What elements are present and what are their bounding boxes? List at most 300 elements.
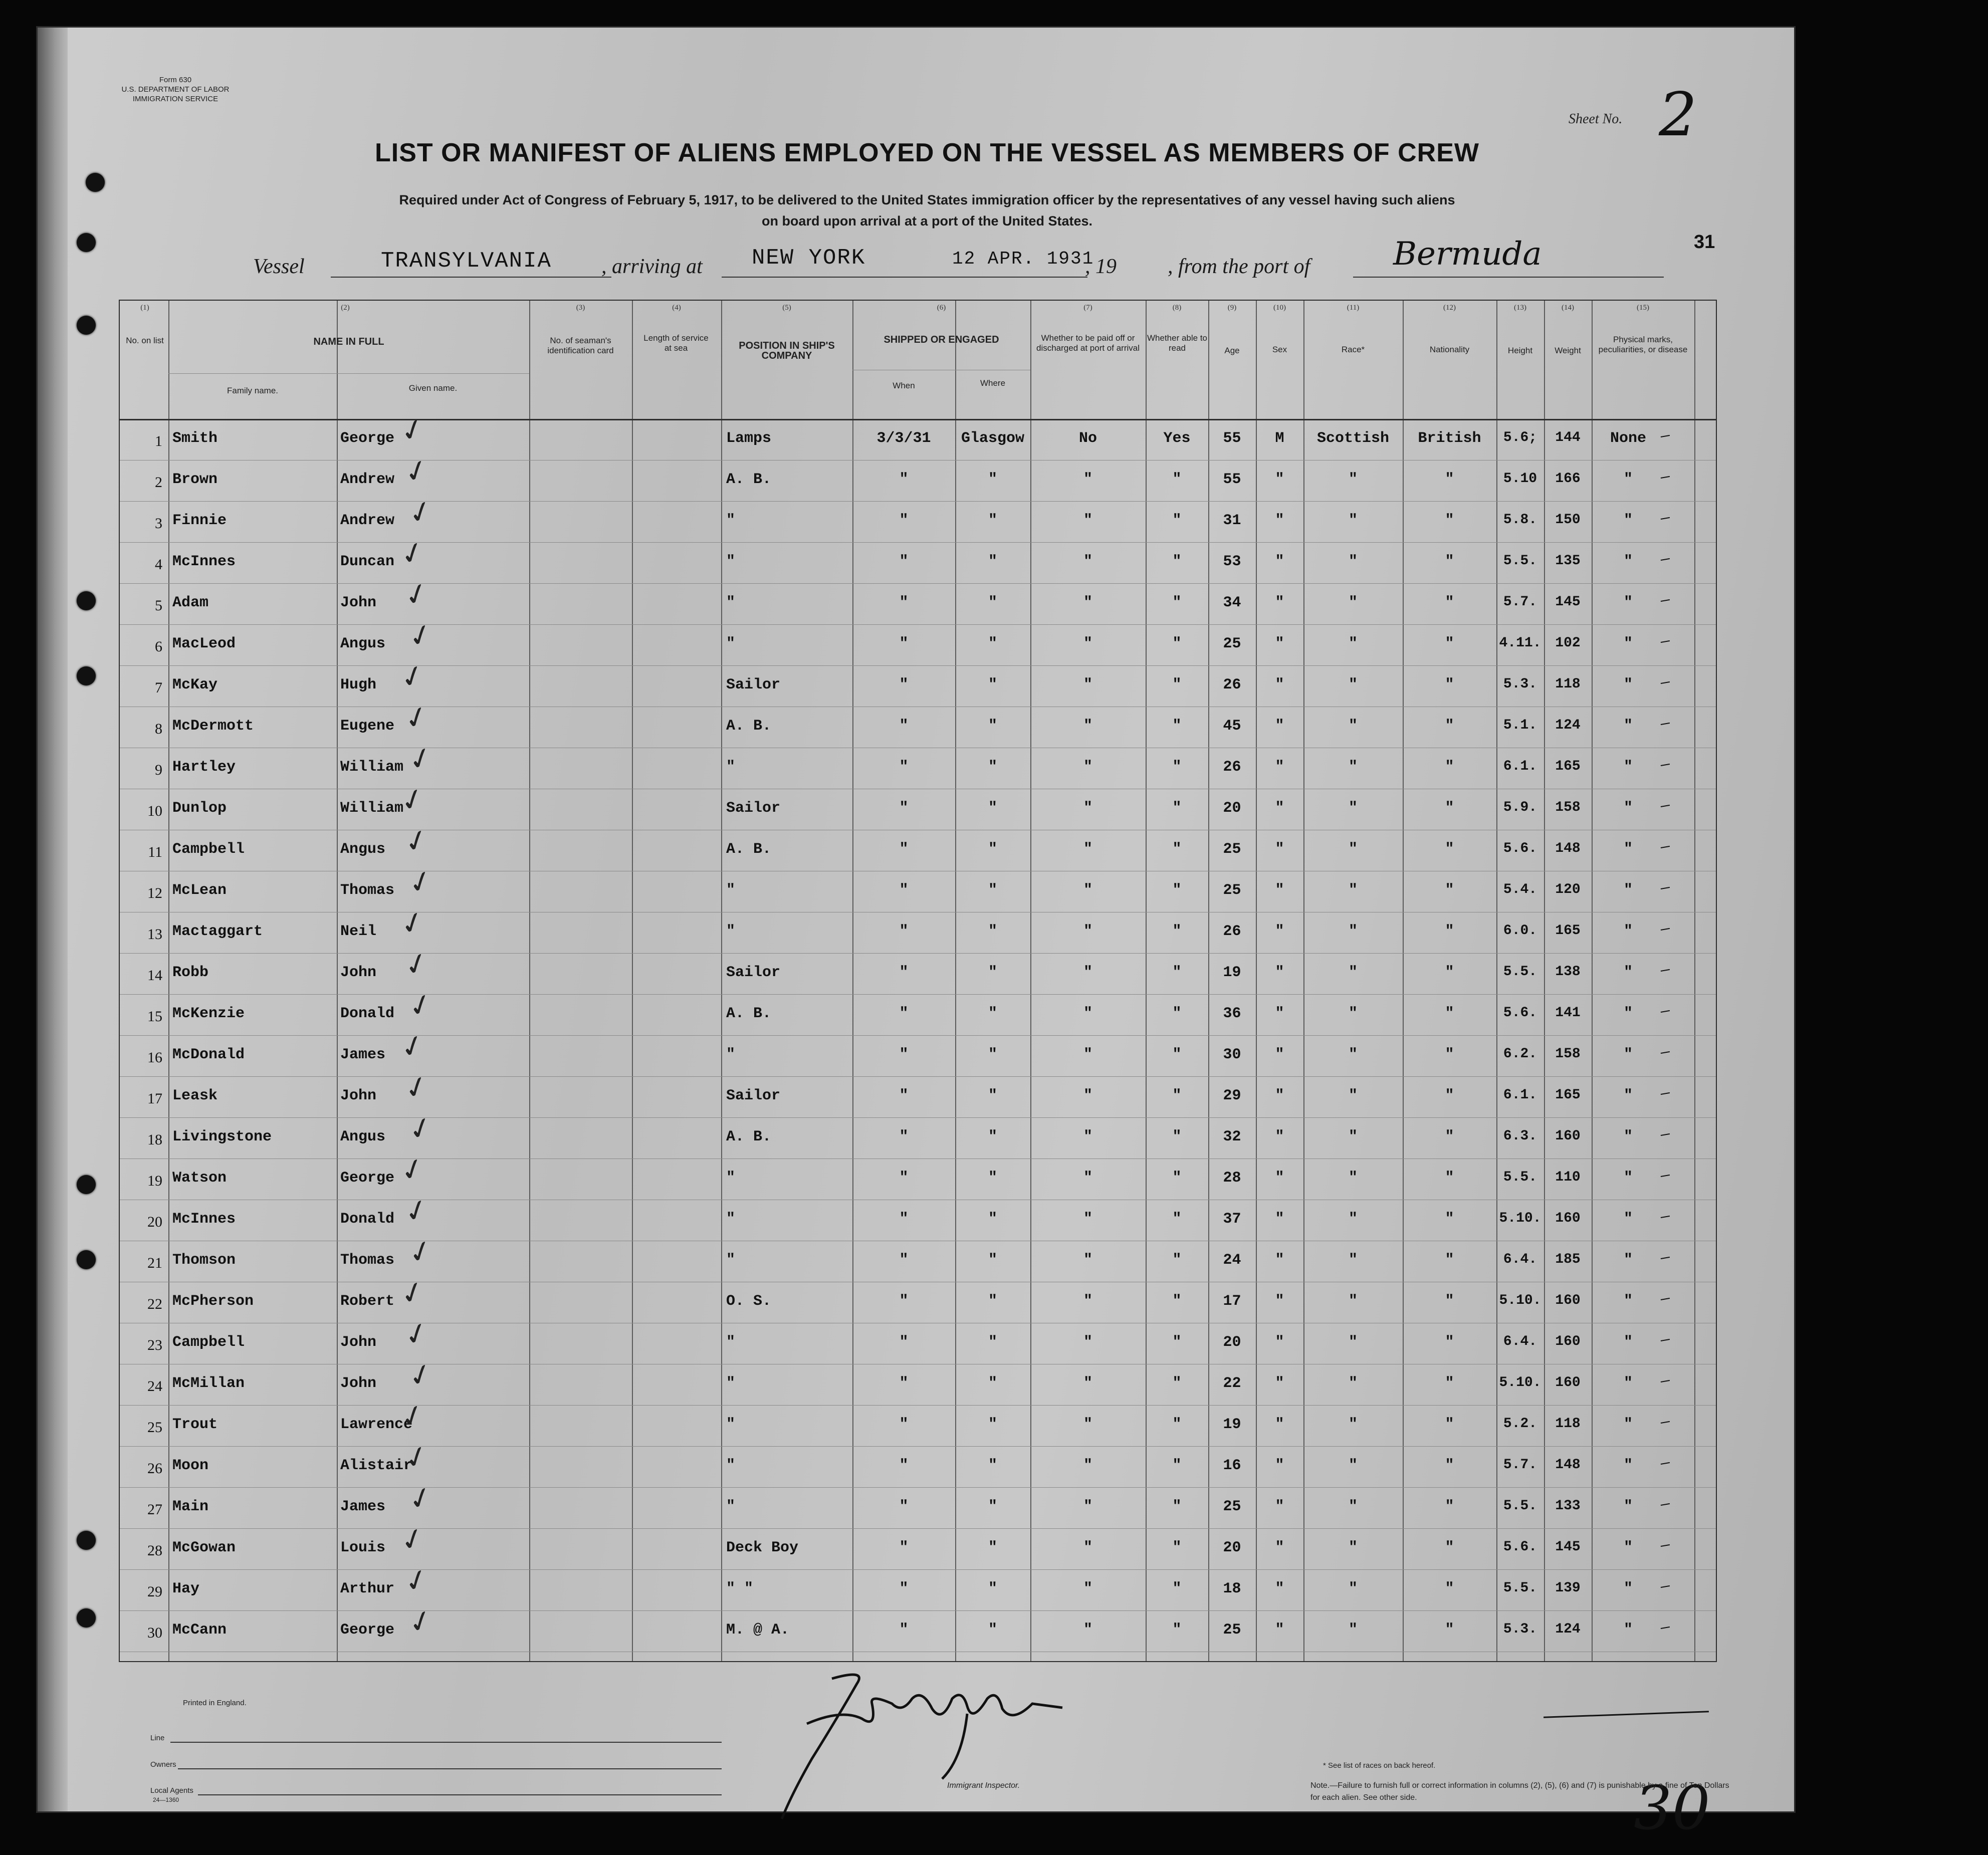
row-15-position: A. B. xyxy=(726,1005,772,1022)
row-15-paid: " xyxy=(1083,1005,1092,1022)
row-8-sex: " xyxy=(1275,718,1284,735)
row-15-age: 36 xyxy=(1223,1005,1241,1022)
row-13-sex: " xyxy=(1275,923,1284,940)
row-22-paid: " xyxy=(1083,1293,1092,1310)
physical-dash-mark: — xyxy=(1659,1167,1671,1186)
arriving-underline xyxy=(722,277,1087,278)
row-1-position: Lamps xyxy=(726,430,772,447)
row-10-paid: " xyxy=(1083,800,1092,817)
row-5-age: 34 xyxy=(1223,594,1241,611)
row-17-age: 29 xyxy=(1223,1087,1241,1104)
row-2-sex: " xyxy=(1275,471,1284,488)
owners-label: Owners xyxy=(150,1760,176,1769)
row-28-marks: " xyxy=(1623,1539,1633,1556)
physical-dash-mark: — xyxy=(1659,1372,1671,1391)
row-26-when: " xyxy=(899,1457,909,1474)
row-4-family: McInnes xyxy=(172,553,236,570)
row-30-marks: " xyxy=(1623,1621,1633,1639)
checkmark-icon: ✓ xyxy=(403,739,437,779)
row-30-when: " xyxy=(899,1621,909,1639)
inspector-signature xyxy=(752,1649,1113,1829)
row-25-position: " xyxy=(726,1416,736,1433)
row-24-no: 24 xyxy=(147,1378,162,1395)
row-27-marks: " xyxy=(1623,1498,1633,1515)
physical-dash-mark: — xyxy=(1659,1331,1671,1350)
row-6-marks: " xyxy=(1623,635,1633,652)
row-28-weight: 145 xyxy=(1555,1539,1581,1555)
row-25-weight: 118 xyxy=(1555,1416,1581,1432)
row-30-no: 30 xyxy=(147,1625,162,1641)
row-18-weight: 160 xyxy=(1555,1128,1581,1144)
row-17-no: 17 xyxy=(147,1090,162,1107)
row-13-height: 6.0. xyxy=(1503,923,1537,939)
vessel-label: Vessel xyxy=(253,255,305,278)
row-24-sex: " xyxy=(1275,1375,1284,1392)
checkmark-icon: ✓ xyxy=(399,1067,433,1107)
row-27-age: 25 xyxy=(1223,1498,1241,1515)
row-2-paid: " xyxy=(1083,471,1092,488)
row-30-race: " xyxy=(1348,1621,1358,1639)
row-24-marks: " xyxy=(1623,1375,1633,1392)
row-12-marks: " xyxy=(1623,882,1633,899)
row-20-given: Donald xyxy=(340,1211,395,1228)
row-30-given: George xyxy=(340,1621,395,1639)
row-20-paid: " xyxy=(1083,1211,1092,1228)
punch-hole xyxy=(86,173,105,192)
row-28-sex: " xyxy=(1275,1539,1284,1556)
row-4-nationality: " xyxy=(1445,553,1454,570)
row-17-weight: 165 xyxy=(1555,1087,1581,1103)
row-26-race: " xyxy=(1348,1457,1358,1474)
row-13-marks: " xyxy=(1623,923,1633,940)
row-7-age: 26 xyxy=(1223,676,1241,693)
row-8-family: McDermott xyxy=(172,718,254,735)
row-20-where: " xyxy=(988,1211,997,1228)
checkmark-icon: ✓ xyxy=(395,780,429,820)
checkmark-icon: ✓ xyxy=(399,821,433,861)
row-22-no: 22 xyxy=(147,1296,162,1312)
physical-dash-mark: — xyxy=(1659,468,1671,487)
manifest-table xyxy=(119,300,1717,1662)
row-19-where: " xyxy=(988,1170,997,1187)
row-28-family: McGowan xyxy=(172,1539,236,1556)
physical-dash-mark: — xyxy=(1659,1536,1671,1555)
row-27-nationality: " xyxy=(1445,1498,1454,1515)
col-num-3: (3) xyxy=(576,304,585,312)
row-25-nationality: " xyxy=(1445,1416,1454,1433)
row-7-paid: " xyxy=(1083,676,1092,693)
line-underline xyxy=(170,1742,722,1743)
row-20-no: 20 xyxy=(147,1214,162,1230)
row-16-marks: " xyxy=(1623,1046,1633,1063)
row-18-no: 18 xyxy=(147,1131,162,1148)
row-18-position: A. B. xyxy=(726,1128,772,1145)
row-11-race: " xyxy=(1348,841,1358,858)
row-20-sex: " xyxy=(1275,1211,1284,1228)
row-17-sex: " xyxy=(1275,1087,1284,1104)
row-15-read: " xyxy=(1172,1005,1182,1022)
row-2-height: 5.10 xyxy=(1503,471,1537,487)
row-23-paid: " xyxy=(1083,1334,1092,1351)
checkmark-icon: ✓ xyxy=(395,533,429,573)
page-number: 31 xyxy=(1694,231,1715,253)
year-label: , 19 xyxy=(1085,255,1117,278)
row-29-nationality: " xyxy=(1445,1580,1454,1597)
physical-dash-mark: — xyxy=(1659,838,1671,857)
row-5-where: " xyxy=(988,594,997,611)
row-10-when: " xyxy=(899,800,909,817)
header-able-read: Whether able to read xyxy=(1147,333,1208,353)
fine-note: Note.—Failure to furnish full or correct information in columns (2), (5), (6) and (7) is punishable by a fine of Ten Dollars for each alien. See other side. xyxy=(1310,1781,1729,1802)
punch-hole xyxy=(77,1250,96,1269)
row-6-no: 6 xyxy=(155,638,162,655)
row-6-when: " xyxy=(899,635,909,652)
row-3-read: " xyxy=(1172,512,1182,529)
row-3-weight: 150 xyxy=(1555,512,1581,528)
physical-dash-mark: — xyxy=(1659,1290,1671,1309)
row-16-race: " xyxy=(1348,1046,1358,1063)
row-12-given: Thomas xyxy=(340,882,395,899)
row-24-age: 22 xyxy=(1223,1375,1241,1392)
row-4-no: 4 xyxy=(155,556,162,573)
checkmark-icon: ✓ xyxy=(399,1191,433,1231)
row-16-sex: " xyxy=(1275,1046,1284,1063)
row-21-race: " xyxy=(1348,1252,1358,1269)
row-8-paid: " xyxy=(1083,718,1092,735)
row-2-given: Andrew xyxy=(340,471,395,488)
row-23-weight: 160 xyxy=(1555,1334,1581,1349)
row-14-given: John xyxy=(340,964,377,981)
col-num-11: (11) xyxy=(1347,304,1360,312)
row-23-where: " xyxy=(988,1334,997,1351)
row-29-age: 18 xyxy=(1223,1580,1241,1597)
row-5-given: John xyxy=(340,594,377,611)
form-number: Form 630 xyxy=(159,76,192,84)
row-25-age: 19 xyxy=(1223,1416,1241,1433)
row-4-height: 5.5. xyxy=(1503,553,1537,569)
row-4-given: Duncan xyxy=(340,553,395,570)
row-24-height: 5.10. xyxy=(1499,1375,1541,1390)
row-21-nationality: " xyxy=(1445,1252,1454,1269)
row-19-race: " xyxy=(1348,1170,1358,1187)
row-13-family: Mactaggart xyxy=(172,923,263,940)
checkmark-icon: ✓ xyxy=(403,1601,437,1642)
row-11-when: " xyxy=(899,841,909,858)
row-11-where: " xyxy=(988,841,997,858)
row-19-weight: 110 xyxy=(1555,1170,1581,1185)
row-25-paid: " xyxy=(1083,1416,1092,1433)
sheet-number-value: 2 xyxy=(1659,80,1697,150)
row-6-nationality: " xyxy=(1445,635,1454,652)
physical-dash-mark: — xyxy=(1659,715,1671,734)
row-27-weight: 133 xyxy=(1555,1498,1581,1514)
header-when: When xyxy=(893,381,915,390)
physical-dash-mark: — xyxy=(1659,1208,1671,1227)
row-17-where: " xyxy=(988,1087,997,1104)
row-3-where: " xyxy=(988,512,997,529)
row-17-when: " xyxy=(899,1087,909,1104)
row-5-paid: " xyxy=(1083,594,1092,611)
form-code: 24—1360 xyxy=(153,1796,179,1803)
row-5-when: " xyxy=(899,594,909,611)
row-8-where: " xyxy=(988,718,997,735)
row-22-read: " xyxy=(1172,1293,1182,1310)
checkmark-icon: ✓ xyxy=(399,451,433,491)
row-24-paid: " xyxy=(1083,1375,1092,1392)
row-1-where: Glasgow xyxy=(961,430,1025,447)
row-16-no: 16 xyxy=(147,1049,162,1066)
row-7-read: " xyxy=(1172,676,1182,693)
row-20-weight: 160 xyxy=(1555,1211,1581,1226)
row-30-position: M. @ A. xyxy=(726,1621,790,1639)
row-17-nationality: " xyxy=(1445,1087,1454,1104)
row-26-where: " xyxy=(988,1457,997,1474)
row-16-paid: " xyxy=(1083,1046,1092,1063)
row-3-age: 31 xyxy=(1223,512,1241,529)
col-num-8: (8) xyxy=(1172,304,1182,312)
row-22-family: McPherson xyxy=(172,1293,254,1310)
physical-dash-mark: — xyxy=(1659,1249,1671,1268)
row-26-marks: " xyxy=(1623,1457,1633,1474)
row-22-age: 17 xyxy=(1223,1293,1241,1310)
row-9-where: " xyxy=(988,759,997,776)
row-12-nationality: " xyxy=(1445,882,1454,899)
header-where: Where xyxy=(980,378,1006,388)
row-8-given: Eugene xyxy=(340,718,395,735)
row-16-where: " xyxy=(988,1046,997,1063)
col-num-4: (4) xyxy=(672,304,681,312)
row-17-read: " xyxy=(1172,1087,1182,1104)
row-18-race: " xyxy=(1348,1128,1358,1145)
row-16-age: 30 xyxy=(1223,1046,1241,1063)
row-13-given: Neil xyxy=(340,923,377,940)
row-5-race: " xyxy=(1348,594,1358,611)
row-5-no: 5 xyxy=(155,597,162,614)
row-29-given: Arthur xyxy=(340,1580,395,1597)
from-port-value: Bermuda xyxy=(1393,236,1542,273)
row-27-position: " xyxy=(726,1498,736,1515)
row-27-family: Main xyxy=(172,1498,209,1515)
row-23-race: " xyxy=(1348,1334,1358,1351)
row-29-family: Hay xyxy=(172,1580,200,1597)
row-17-race: " xyxy=(1348,1087,1358,1104)
row-7-marks: " xyxy=(1623,676,1633,693)
row-11-position: A. B. xyxy=(726,841,772,858)
row-10-marks: " xyxy=(1623,800,1633,817)
physical-dash-mark: — xyxy=(1659,1125,1671,1144)
checkmark-icon: ✓ xyxy=(403,1232,437,1272)
row-12-when: " xyxy=(899,882,909,899)
row-20-when: " xyxy=(899,1211,909,1228)
from-port-underline xyxy=(1353,277,1664,278)
col-num-14: (14) xyxy=(1562,304,1574,312)
row-12-no: 12 xyxy=(147,885,162,901)
row-6-height: 4.11. xyxy=(1499,635,1541,651)
row-3-no: 3 xyxy=(155,515,162,532)
physical-dash-mark: — xyxy=(1659,1413,1671,1432)
row-10-no: 10 xyxy=(147,803,162,819)
row-11-nationality: " xyxy=(1445,841,1454,858)
row-1-height: 5.6; xyxy=(1503,430,1537,445)
row-23-when: " xyxy=(899,1334,909,1351)
row-4-paid: " xyxy=(1083,553,1092,570)
row-23-age: 20 xyxy=(1223,1334,1241,1351)
checkmark-icon: ✓ xyxy=(395,656,429,697)
header-name-in-full: NAME IN FULL xyxy=(313,336,384,347)
punch-hole xyxy=(77,233,96,252)
row-22-when: " xyxy=(899,1293,909,1310)
row-23-position: " xyxy=(726,1334,736,1351)
row-20-age: 37 xyxy=(1223,1211,1241,1228)
row-16-when: " xyxy=(899,1046,909,1063)
row-17-paid: " xyxy=(1083,1087,1092,1104)
row-23-height: 6.4. xyxy=(1503,1334,1537,1349)
row-19-age: 28 xyxy=(1223,1170,1241,1187)
row-16-weight: 158 xyxy=(1555,1046,1581,1062)
row-8-read: " xyxy=(1172,718,1182,735)
header-length-service: Length of service at sea xyxy=(643,333,709,353)
header-given-name: Given name. xyxy=(408,383,458,393)
row-13-paid: " xyxy=(1083,923,1092,940)
row-6-age: 25 xyxy=(1223,635,1241,652)
arriving-label: , arriving at xyxy=(601,255,703,278)
row-24-weight: 160 xyxy=(1555,1375,1581,1390)
row-18-age: 32 xyxy=(1223,1128,1241,1145)
local-agents-label: Local Agents xyxy=(150,1786,193,1795)
row-15-height: 5.6. xyxy=(1503,1005,1537,1021)
row-10-read: " xyxy=(1172,800,1182,817)
row-1-nationality: British xyxy=(1418,430,1481,447)
row-23-nationality: " xyxy=(1445,1334,1454,1351)
row-15-marks: " xyxy=(1623,1005,1633,1022)
row-15-when: " xyxy=(899,1005,909,1022)
row-30-read: " xyxy=(1172,1621,1182,1639)
row-21-position: " xyxy=(726,1252,736,1269)
row-15-no: 15 xyxy=(147,1008,162,1025)
row-2-read: " xyxy=(1172,471,1182,488)
row-24-where: " xyxy=(988,1375,997,1392)
punch-hole xyxy=(77,1175,96,1194)
row-26-given: Alistair xyxy=(340,1457,413,1474)
row-12-paid: " xyxy=(1083,882,1092,899)
row-27-where: " xyxy=(988,1498,997,1515)
row-24-race: " xyxy=(1348,1375,1358,1392)
row-28-when: " xyxy=(899,1539,909,1556)
col-num-7: (7) xyxy=(1083,304,1092,312)
row-14-weight: 138 xyxy=(1555,964,1581,980)
row-15-weight: 141 xyxy=(1555,1005,1581,1021)
row-8-age: 45 xyxy=(1223,718,1241,735)
row-19-read: " xyxy=(1172,1170,1182,1187)
row-7-sex: " xyxy=(1275,676,1284,693)
row-13-no: 13 xyxy=(147,926,162,943)
row-26-nationality: " xyxy=(1445,1457,1454,1474)
col-num-5: (5) xyxy=(782,304,791,312)
row-21-read: " xyxy=(1172,1252,1182,1269)
col-num-9: (9) xyxy=(1227,304,1237,312)
row-2-nationality: " xyxy=(1445,471,1454,488)
row-24-nationality: " xyxy=(1445,1375,1454,1392)
row-21-age: 24 xyxy=(1223,1252,1241,1269)
row-10-height: 5.9. xyxy=(1503,800,1537,815)
row-14-family: Robb xyxy=(172,964,209,981)
row-28-no: 28 xyxy=(147,1542,162,1559)
row-6-position: " xyxy=(726,635,736,652)
header-family-name: Family name. xyxy=(227,386,279,395)
row-27-no: 27 xyxy=(147,1501,162,1518)
row-19-paid: " xyxy=(1083,1170,1092,1187)
col-num-10: (10) xyxy=(1273,304,1286,312)
row-9-age: 26 xyxy=(1223,759,1241,776)
row-25-where: " xyxy=(988,1416,997,1433)
row-14-age: 19 xyxy=(1223,964,1241,981)
col-num-15: (15) xyxy=(1637,304,1649,312)
row-30-height: 5.3. xyxy=(1503,1621,1537,1637)
row-14-sex: " xyxy=(1275,964,1284,981)
header-seaman-card: No. of seaman's identification card xyxy=(547,336,614,355)
row-14-race: " xyxy=(1348,964,1358,981)
row-6-race: " xyxy=(1348,635,1358,652)
document-subtitle: Required under Act of Congress of February 5, 1917, to be delivered to the United States immigration officer by the representatives of any vessel having such aliens on board upon arrival at a port of the United States. xyxy=(399,192,1455,228)
col-num-6: (6) xyxy=(937,304,946,312)
row-2-no: 2 xyxy=(155,474,162,491)
header-age: Age xyxy=(1224,346,1240,355)
row-21-family: Thomson xyxy=(172,1252,236,1269)
row-29-when: " xyxy=(899,1580,909,1597)
row-28-position: Deck Boy xyxy=(726,1539,799,1556)
sheet-number-label: Sheet No. xyxy=(1569,111,1623,127)
row-28-given: Louis xyxy=(340,1539,386,1556)
row-29-no: 29 xyxy=(147,1583,162,1600)
row-1-read: Yes xyxy=(1163,430,1191,447)
owners-underline xyxy=(178,1768,722,1769)
row-19-when: " xyxy=(899,1170,909,1187)
row-23-marks: " xyxy=(1623,1334,1633,1351)
row-7-family: McKay xyxy=(172,676,218,693)
row-27-when: " xyxy=(899,1498,909,1515)
row-14-when: " xyxy=(899,964,909,981)
row-13-age: 26 xyxy=(1223,923,1241,940)
row-13-where: " xyxy=(988,923,997,940)
row-19-sex: " xyxy=(1275,1170,1284,1187)
row-22-sex: " xyxy=(1275,1293,1284,1310)
physical-dash-mark: — xyxy=(1659,1618,1671,1638)
row-2-where: " xyxy=(988,471,997,488)
row-15-race: " xyxy=(1348,1005,1358,1022)
row-9-height: 6.1. xyxy=(1503,759,1537,774)
row-1-when: 3/3/31 xyxy=(876,430,931,447)
row-29-marks: " xyxy=(1623,1580,1633,1597)
row-13-position: " xyxy=(726,923,736,940)
row-22-marks: " xyxy=(1623,1293,1633,1310)
row-11-height: 5.6. xyxy=(1503,841,1537,856)
row-14-height: 5.5. xyxy=(1503,964,1537,980)
row-3-position: " xyxy=(726,512,736,529)
row-8-height: 5.1. xyxy=(1503,718,1537,733)
total-count-handwritten: 30 xyxy=(1634,1774,1710,1843)
row-2-position: A. B. xyxy=(726,471,772,488)
service-name: IMMIGRATION SERVICE xyxy=(132,95,218,103)
row-29-where: " xyxy=(988,1580,997,1597)
row-26-paid: " xyxy=(1083,1457,1092,1474)
row-1-race: Scottish xyxy=(1316,430,1390,447)
row-10-age: 20 xyxy=(1223,800,1241,817)
row-9-position: " xyxy=(726,759,736,776)
header-race: Race* xyxy=(1341,345,1365,354)
row-17-marks: " xyxy=(1623,1087,1633,1104)
row-16-height: 6.2. xyxy=(1503,1046,1537,1062)
row-3-sex: " xyxy=(1275,512,1284,529)
